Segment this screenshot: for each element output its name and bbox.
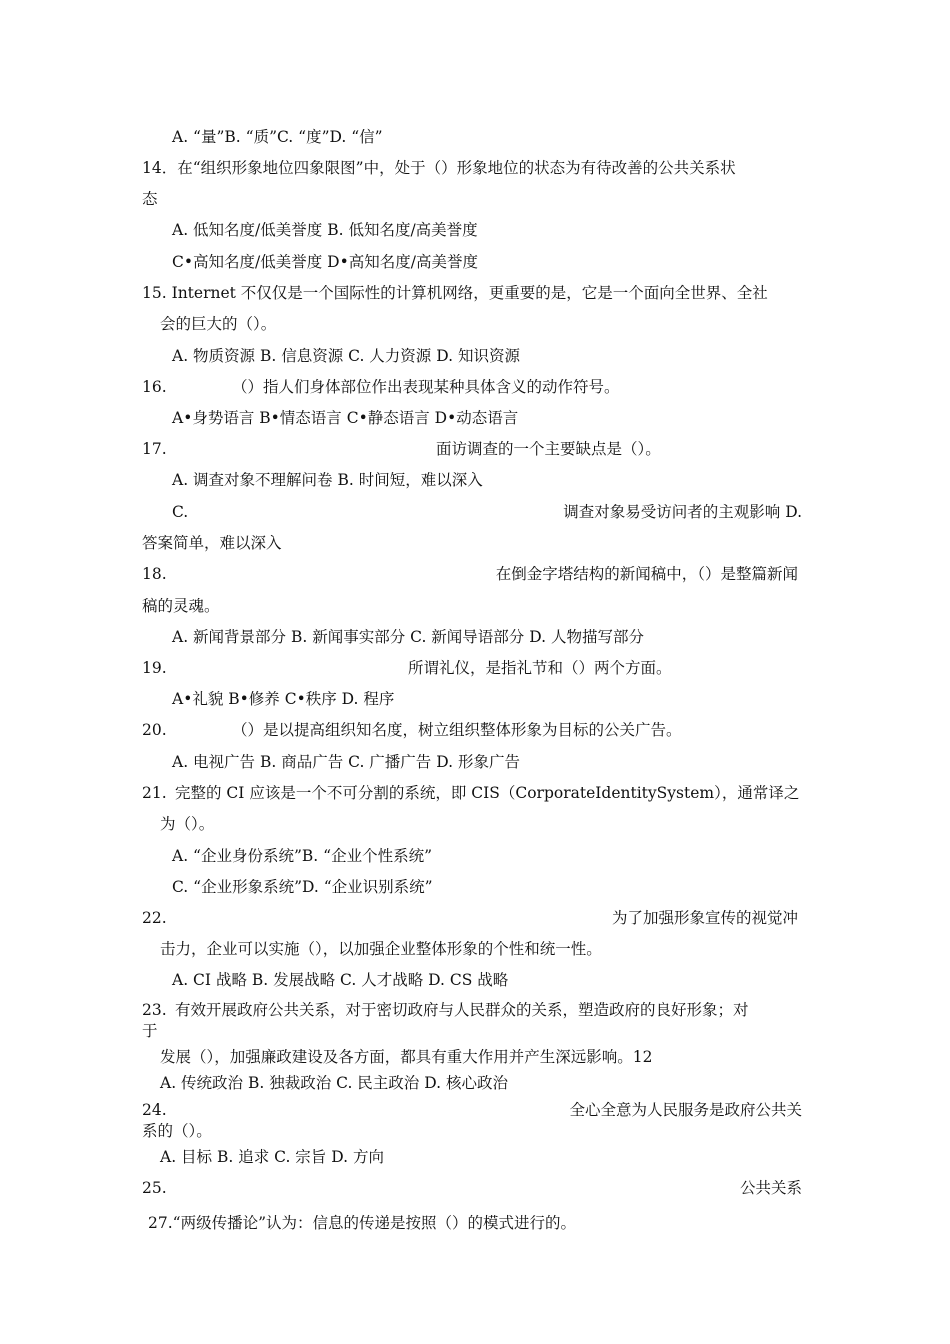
text-line: A. 目标 B. 追求 C. 宗旨 D. 方向 xyxy=(160,1148,384,1166)
text-line: A. “量”B. “质”C. “度”D. “信” xyxy=(172,128,383,146)
text-line: A. 传统政治 B. 独裁政治 C. 民主政治 D. 核心政治 xyxy=(160,1074,508,1092)
text-line: 稿的灵魂。 xyxy=(142,597,220,615)
text-line: 15. Internet 不仅仅是一个国际性的计算机网络，更重要的是，它是一个面向全世界、全社 xyxy=(142,284,768,302)
text-line: C. “企业形象系统”D. “企业识别系统” xyxy=(172,878,433,896)
text-line: （）指人们身体部位作出表现某种具体含义的动作符号。 xyxy=(232,378,620,396)
question-number: 20. xyxy=(142,721,167,739)
text-line: A. 物质资源 B. 信息资源 C. 人力资源 D. 知识资源 xyxy=(172,347,520,365)
text-line: 面访调查的一个主要缺点是（）。 xyxy=(436,440,661,458)
text-line: 击力，企业可以实施（），以加强企业整体形象的个性和统一性。 xyxy=(160,940,602,958)
text-line: A•身势语言 B•情态语言 C•静态语言 D•动态语言 xyxy=(172,409,519,427)
text-line: 答案简单，难以深入 xyxy=(142,534,282,552)
text-line: （）是以提高组织知名度，树立组织整体形象为目标的公关广告。 xyxy=(232,721,682,739)
text-line: A. 低知名度/低美誉度 B. 低知名度/高美誉度 xyxy=(172,221,478,239)
text-line: 会的巨大的（）。 xyxy=(160,315,277,333)
text-line: 系的（）。 xyxy=(142,1122,212,1140)
text-line: 调查对象易受访问者的主观影响 D. xyxy=(563,503,802,521)
question-number: 19. xyxy=(142,659,167,677)
text-line: C•高知名度/低美誉度 D•高知名度/高美誉度 xyxy=(172,253,478,271)
text-line: 于 xyxy=(142,1022,158,1040)
question-number: 23. xyxy=(142,1001,167,1019)
text-line: 为（）。 xyxy=(160,815,215,833)
text-line: A. CI 战略 B. 发展战略 C. 人才战略 D. CS 战略 xyxy=(172,971,509,989)
text-line: C. xyxy=(172,503,189,521)
question-number: 22. xyxy=(142,909,167,927)
question-number: 18. xyxy=(142,565,167,583)
text-line: 态 xyxy=(142,190,158,208)
question-number: 16. xyxy=(142,378,167,396)
text-line: 为了加强形象宣传的视觉冲 xyxy=(611,909,798,927)
text-line: 全心全意为人民服务是政府公共关 xyxy=(569,1101,802,1119)
text-line: 发展（），加强廉政建设及各方面，都具有重大作用并产生深远影响。12 xyxy=(160,1048,653,1066)
text-line: 14．在“组织形象地位四象限图”中，处于（）形象地位的状态为有待改善的公共关系状 xyxy=(142,159,736,177)
question-number: 25. xyxy=(142,1179,167,1197)
question-number: 24. xyxy=(142,1101,167,1119)
text-line: A. 电视广告 B. 商品广告 C. 广播广告 D. 形象广告 xyxy=(172,753,520,771)
text-line: 27.“两级传播论”认为：信息的传递是按照（）的模式进行的。 xyxy=(148,1214,577,1232)
text-line: A. 调查对象不理解问卷 B. 时间短，难以深入 xyxy=(172,471,483,489)
question-number: 21. xyxy=(142,784,167,802)
text-line: 在倒金字塔结构的新闻稿中，（）是整篇新闻 xyxy=(495,565,798,583)
text-line: A•礼貌 B•修养 C•秩序 D. 程序 xyxy=(172,690,395,708)
text-line: 公共关系 xyxy=(739,1179,802,1197)
text-line: A. “企业身份系统”B. “企业个性系统” xyxy=(172,847,432,865)
text-line: 有效开展政府公共关系，对于密切政府与人民群众的关系，塑造政府的良好形象；对 xyxy=(175,1001,749,1019)
question-number: 17. xyxy=(142,440,167,458)
text-line: 所谓礼仪，是指礼节和（）两个方面。 xyxy=(408,659,672,677)
text-line: A. 新闻背景部分 B. 新闻事实部分 C. 新闻导语部分 D. 人物描写部分 xyxy=(172,628,644,646)
text-line: 完整的 CI 应该是一个不可分割的系统，即 CIS（CorporateIdentitySystem），通常译之 xyxy=(175,784,800,802)
